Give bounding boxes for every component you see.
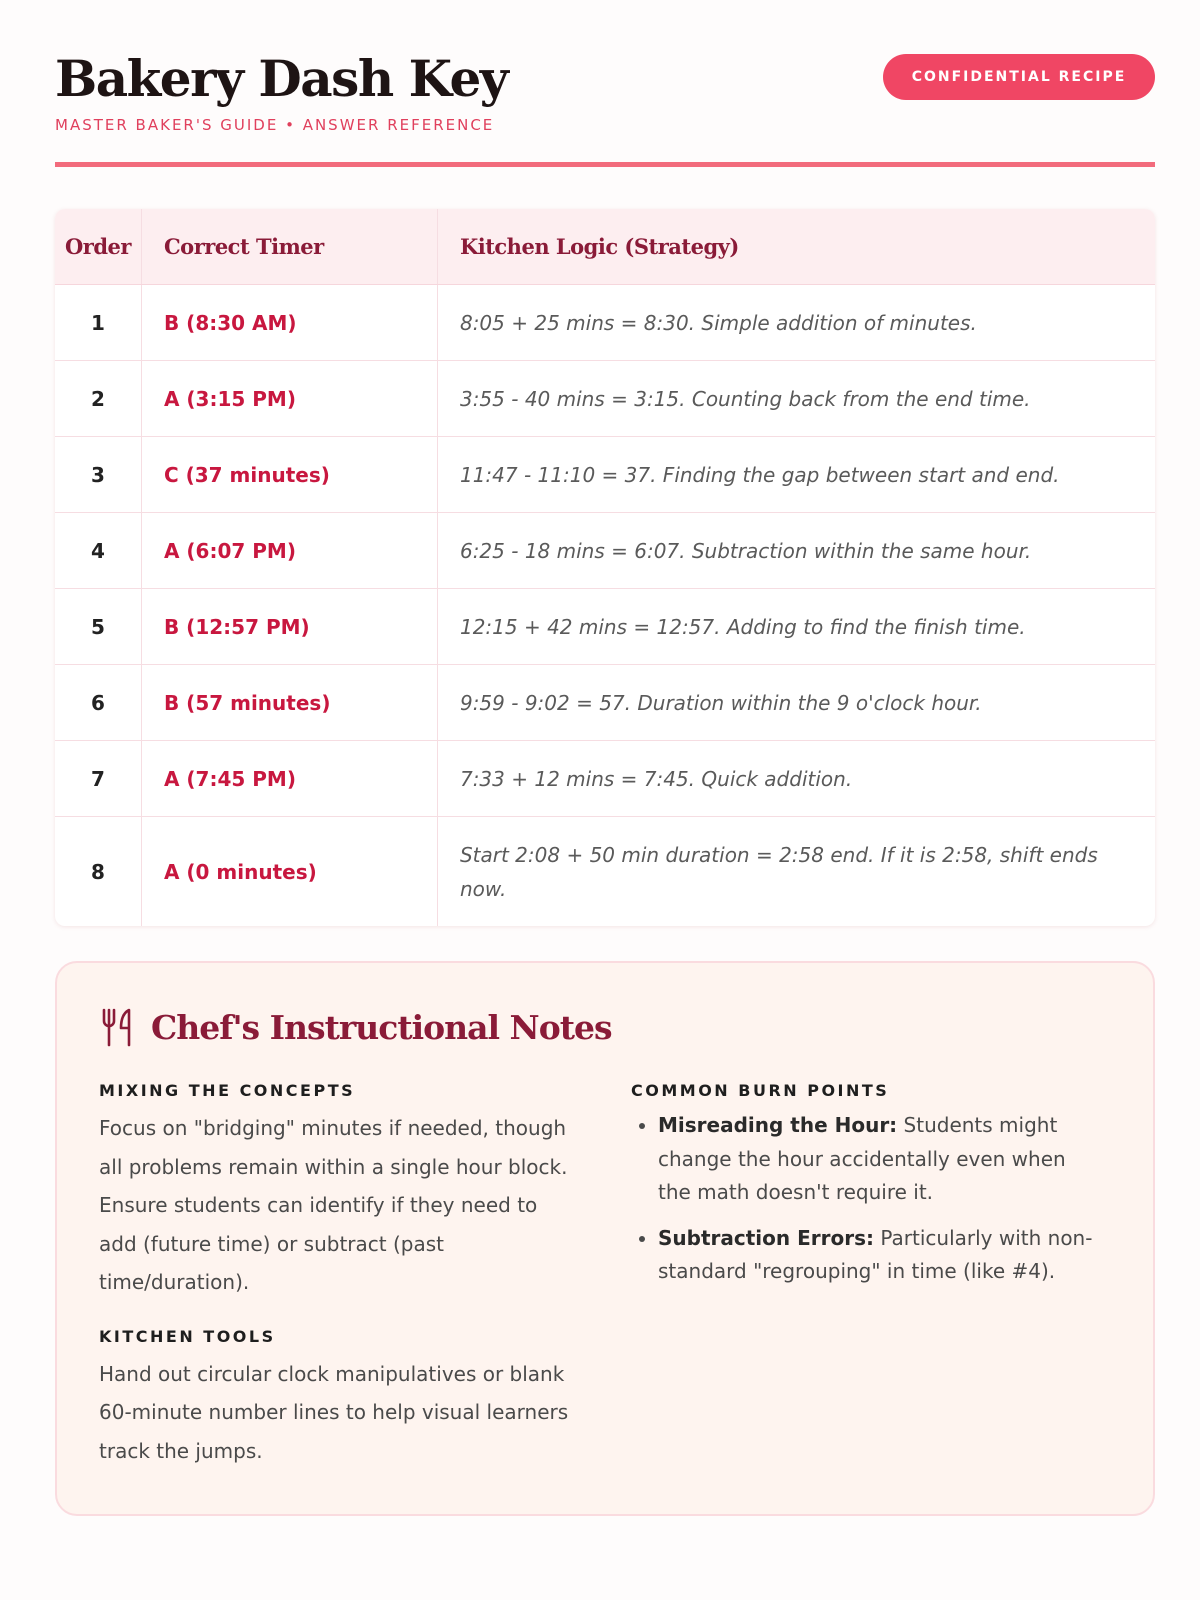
burn-points-list: [631, 1109, 1101, 1289]
timer-cell: A (6:07 PM): [141, 513, 437, 589]
page-header: [55, 0, 1155, 167]
confidential-badge: CONFIDENTIAL RECIPE: [883, 54, 1155, 100]
logic-cell: 7:33 + 12 mins = 7:45. Quick addition.: [437, 741, 1155, 817]
order-cell: 2: [55, 361, 141, 437]
mixing-label: MIXING THE CONCEPTS: [99, 1081, 356, 1100]
page-title: Bakery Dash Key: [55, 49, 508, 108]
order-cell: 8: [55, 817, 141, 927]
order-cell: 6: [55, 665, 141, 741]
table-header-row: [55, 209, 1155, 285]
order-cell: 4: [55, 513, 141, 589]
logic-cell: 3:55 - 40 mins = 3:15. Counting back from the end time.: [437, 361, 1155, 437]
table-row: [55, 285, 1155, 361]
notes-left-column: [99, 1081, 569, 1495]
utensils-icon: [99, 1007, 137, 1047]
tools-label: KITCHEN TOOLS: [99, 1326, 276, 1346]
order-cell: 5: [55, 589, 141, 665]
chef-notes-panel: [55, 961, 1155, 1516]
burn-points-label: COMMON BURN POINTS: [631, 1081, 890, 1100]
tools-text: Hand out circular clock manipulatives or blank 60-minute number lines to help visual learners track the jumps.: [99, 1361, 569, 1463]
logic-cell: 11:47 - 11:10 = 37. Finding the gap between start and end.: [437, 437, 1155, 513]
column-header-order: Order: [55, 209, 141, 285]
notes-heading: [99, 1007, 612, 1047]
page-subtitle: MASTER BAKER'S GUIDE • ANSWER REFERENCE: [55, 116, 495, 134]
logic-cell: 12:15 + 42 mins = 12:57. Adding to find the finish time.: [437, 589, 1155, 665]
logic-cell: Start 2:08 + 50 min duration = 2:58 end. If it is 2:58, shift ends now.: [459, 842, 1098, 901]
column-header-timer: Correct Timer: [141, 209, 437, 285]
timer-cell: A (0 minutes): [141, 817, 437, 927]
answer-key-page: [55, 0, 1155, 1463]
notes-right-column: [631, 1081, 1101, 1301]
logic-cell: 9:59 - 9:02 = 57. Duration within the 9 o'clock hour.: [437, 665, 1155, 741]
table-row: [55, 741, 1155, 817]
list-item-title: Subtraction Errors:: [658, 1225, 874, 1250]
order-cell: 7: [55, 741, 141, 817]
list-item-text: Students might change the hour accidentally even when the math doesn't require it.: [658, 1113, 1066, 1204]
mixing-text: Focus on "bridging" minutes if needed, though all problems remain within a single hour block. Ensure students can identify if they need to add (future time) or subtract (past time/duration).: [99, 1116, 568, 1294]
logic-cell: 6:25 - 18 mins = 6:07. Subtraction within the same hour.: [437, 513, 1155, 589]
list-item-text: Particularly with non-standard "regrouping" in time (like #4).: [658, 1225, 1093, 1283]
timer-cell: B (57 minutes): [141, 665, 437, 741]
table-row: [55, 361, 1155, 437]
list-item: [658, 1222, 1101, 1289]
column-header-logic: Kitchen Logic (Strategy): [437, 209, 1155, 285]
table-row: [55, 589, 1155, 665]
table-row: [55, 513, 1155, 589]
answer-table: [55, 209, 1155, 926]
timer-cell: A (7:45 PM): [141, 741, 437, 817]
list-item: [658, 1109, 1101, 1210]
timer-cell: C (37 minutes): [141, 437, 437, 513]
list-item-title: Misreading the Hour:: [658, 1113, 898, 1137]
table-row: [55, 665, 1155, 741]
table-row: [55, 437, 1155, 513]
order-cell: 1: [55, 285, 141, 361]
order-cell: 3: [55, 437, 141, 513]
logic-cell: 8:05 + 25 mins = 8:30. Simple addition of minutes.: [437, 285, 1155, 361]
timer-cell: B (12:57 PM): [141, 589, 437, 665]
table-row: [55, 817, 1155, 927]
timer-cell: B (8:30 AM): [141, 285, 437, 361]
timer-cell: A (3:15 PM): [141, 361, 437, 437]
notes-title: Chef's Instructional Notes: [151, 1007, 612, 1047]
